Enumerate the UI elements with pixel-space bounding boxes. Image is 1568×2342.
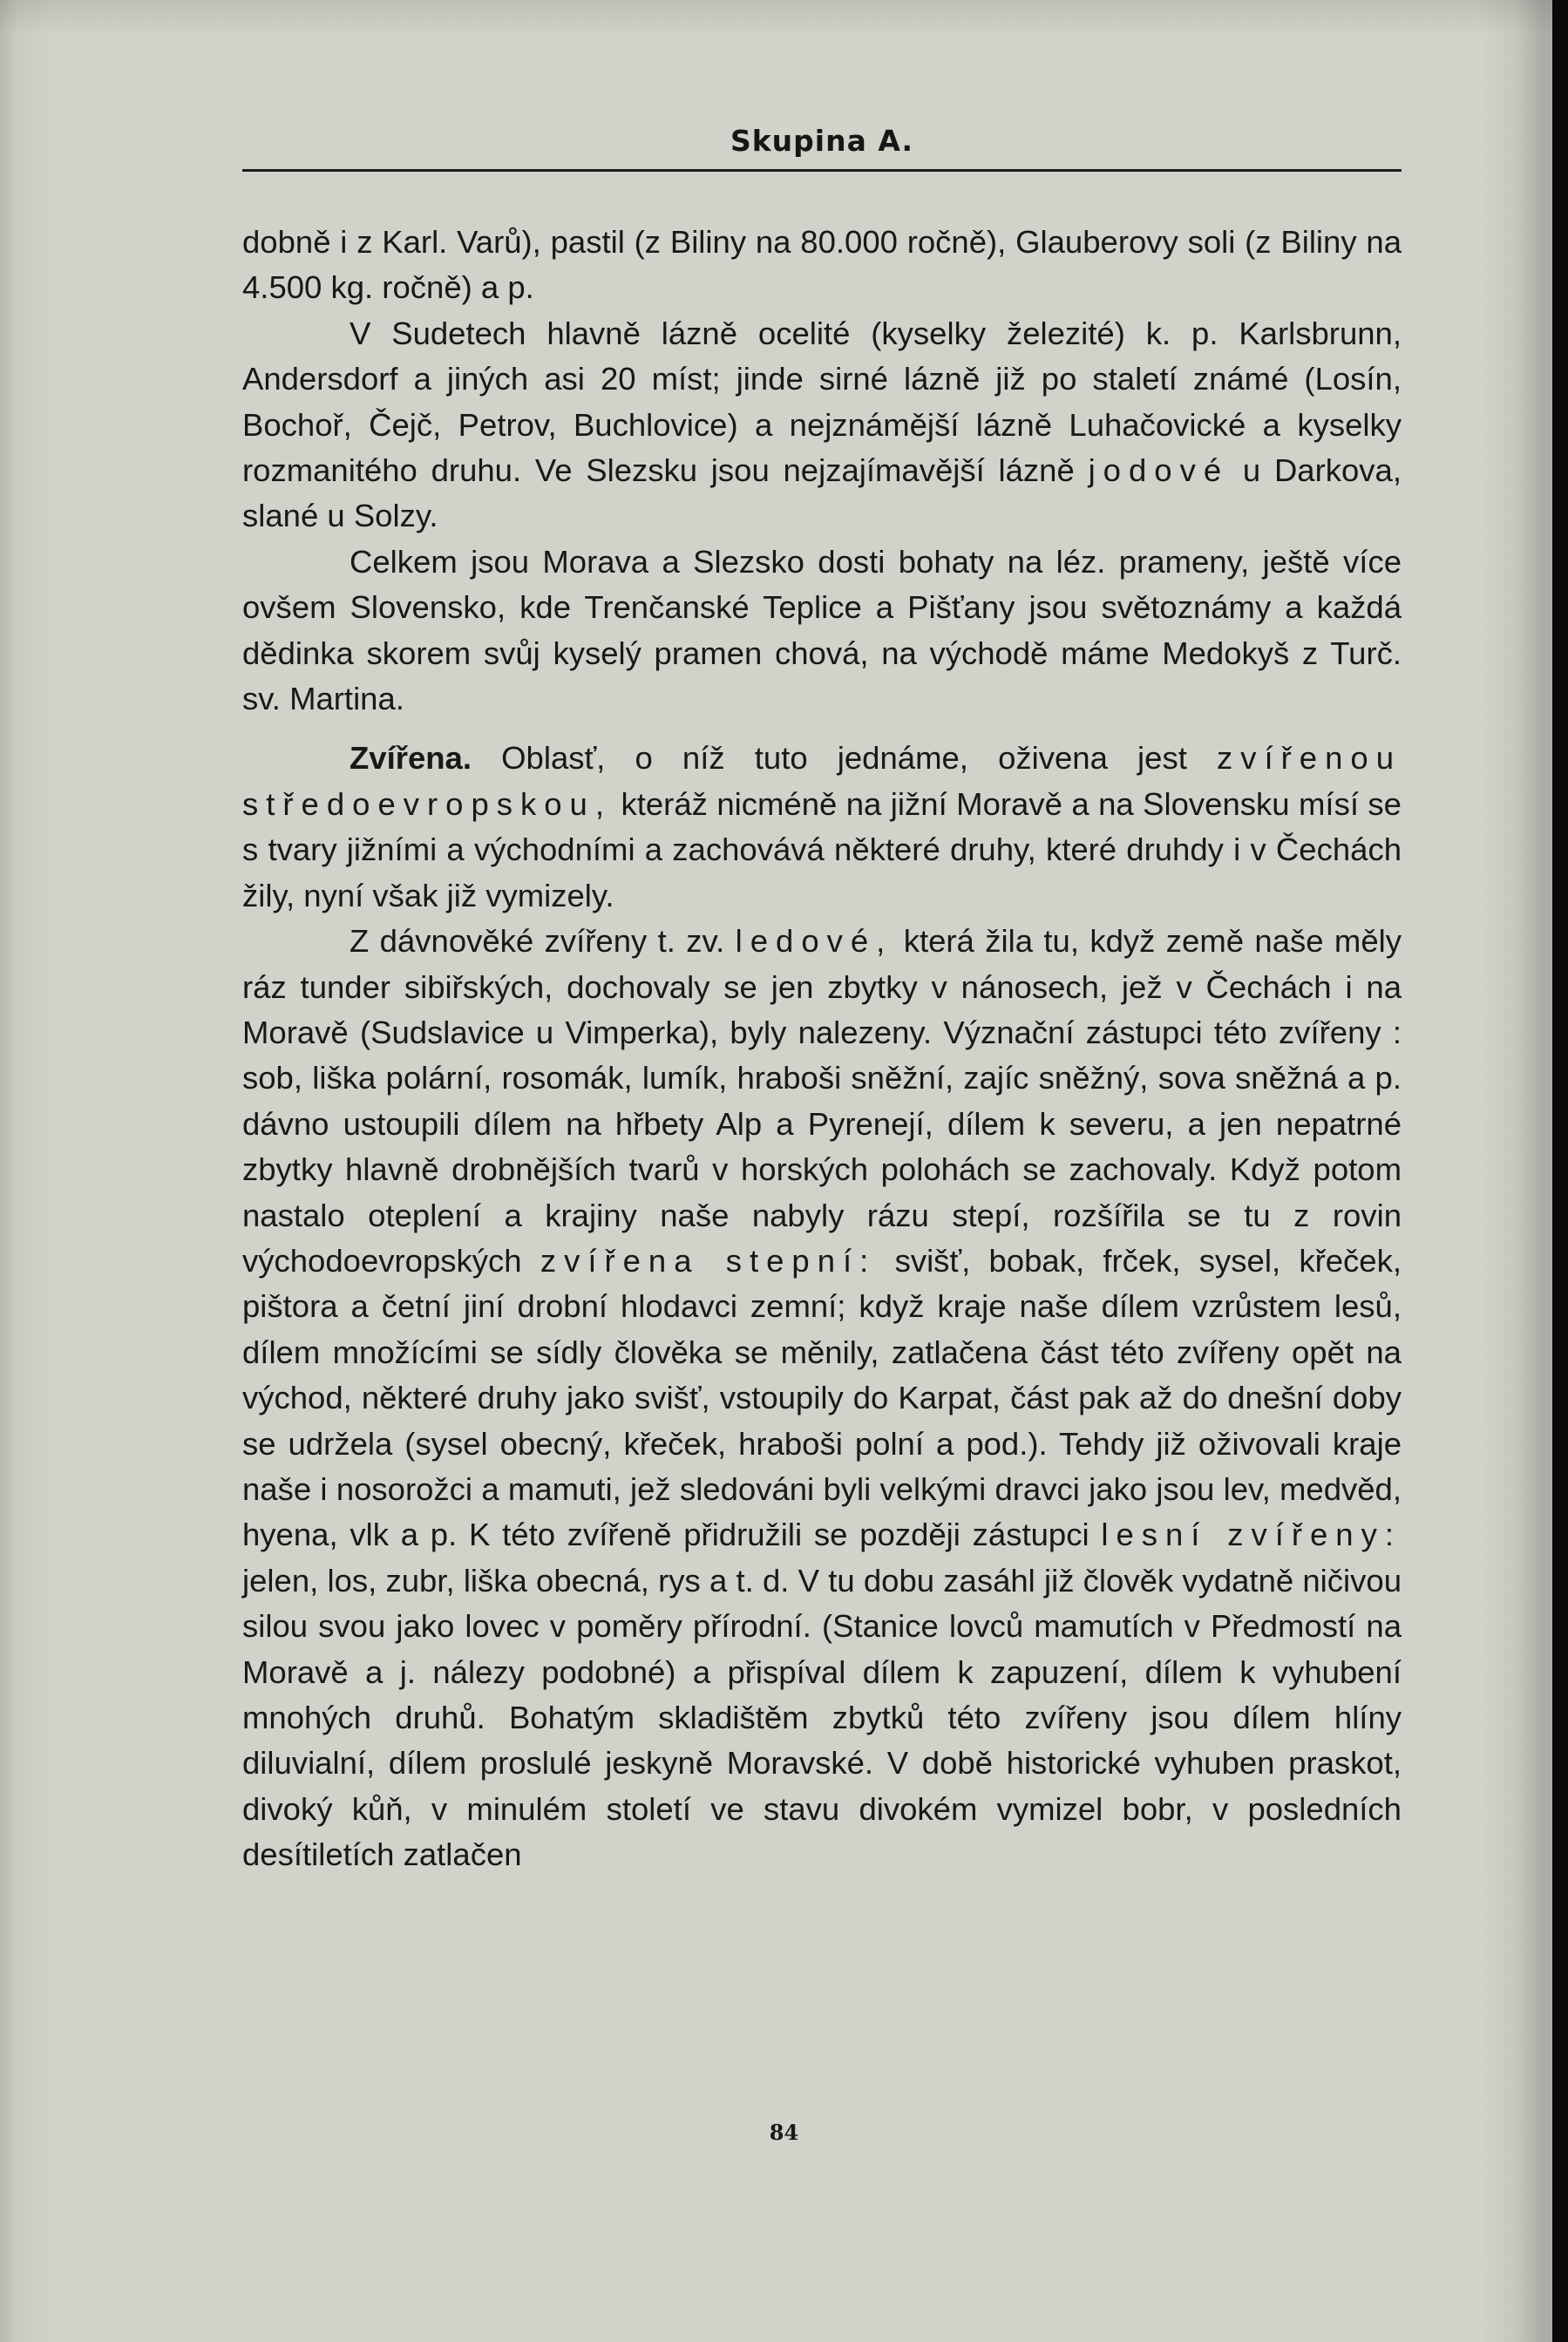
paragraph-fauna [242,736,1402,919]
running-head [242,98,1402,166]
section-heading-fauna: Zvířena. [350,740,472,777]
paragraph-text: která žila tu, když země naše měly ráz tunder sibiřských, dochovaly se jen zbytky v nánosech, jež v Čechách i na Moravě (Sudslavice u Vimperka), byly nalezeny. Význační zástupci této zvířeny : sob, liška polární, rosomák, lumík, hraboši sněžní, zajíc sněžný, sova sněžná a p. dávno ustoupili dílem na hřbety Alp a Pyrenejí, dílem k severu, a jen nepatrné zbytky hlavně drobnějších tvarů v horských polohách se zachovaly. Když potom nastalo oteplení a krajiny naše nabyly rázu stepí, rozšířila se tu z rovin východoevropských [242,923,1402,1279]
spaced-term: zvířenou středoevropskou, [242,740,1402,822]
paragraph-text: svišť, bobak, frček, sysel, křeček, pištora a četní jiní drobní hlodavci zemní; když kraje naše dílem vzrůstem lesů, dílem množícími se sídly člověka se měnily, zatlačena část této zvířeny opět na východ, některé druhy jako svišť, vstoupily do Karpat, část pak až do dnešní doby se udržela (sysel obecný, křeček, hraboši polní a pod.). Tehdy již oživovali kraje naše i nosorožci a mamuti, jež sledováni byli velkými dravci jako jsou lev, medvěd, hyena, vlk a p. K této zvířeně přidružili se později zástupci [242,1242,1402,1553]
page-number: 84 [769,2120,799,2145]
spaced-term: zvířena stepní: [540,1242,877,1279]
paragraph-text: Z dávnověké zvířeny t. zv. [350,923,725,960]
paragraph-text: V Sudetech hlavně lázně ocelité (kyselky železité) k. p. Karlsbrunn, Andersdorf a jiných asi 20 míst; jinde sirné lázně již po staletí známé (Losín, Bochoř, Čejč, Petrov, Buchlovice) a nejznámější lázně Luhačovické a kyselky rozmanitého druhu. Ve Slezsku jsou nejzajímavější lázně [242,315,1402,489]
header-rule [242,169,1402,172]
paragraph-text: u Darkova, slané u Solzy. [242,452,1402,534]
body-text [242,220,1402,1878]
paragraph-springs-summary [242,540,1402,723]
paragraph-ice-age-fauna [242,919,1402,1878]
paragraph-sudeten-spas [242,311,1402,540]
paragraph-text: kteráž nicméně na jižní Moravě a na Slovensku mísí se s tvary jižními a východními a zachovává některé druhy, které druhdy i v Čechách žily, nyní však již vymizely. [242,785,1402,913]
paragraph-mineral-exports [242,220,1402,311]
paragraph-text: dobně i z Karl. Varů), pastil (z Biliny na 80.000 ročně), Glauberovy soli (z Biliny na 4.500 kg. ročně) a p. [242,224,1402,306]
running-title: Skupina A. [730,124,914,158]
paragraph-text: Oblasť, o níž tuto jednáme, oživena jest [501,740,1187,777]
spaced-term: ledové, [735,923,893,960]
spaced-term: lesní zvířeny: [1101,1517,1402,1553]
paragraph-text: Celkem jsou Morava a Slezsko dosti bohaty na léz. prameny, ještě více ovšem Slovensko, kde Trenčanské Teplice a Pišťany jsou světoznámy a každá dědinka skorem svůj kyselý pramen chová, na východě máme Medokyš z Turč. sv. Martina. [242,543,1402,717]
paragraph-text: jelen, los, zubr, liška obecná, rys a t. d. V tu dobu zasáhl již člověk vydatně ničivou silou svou jako lovec v poměry přírodní. (Stanice lovců mamutích v Předmostí na Moravě a j. nálezy podobné) a přispíval dílem k zapuzení, dílem k vyhubení mnohých druhů. Bohatým skladištěm zbytků této zvířeny jsou dílem hlíny diluvialní, dílem proslulé jeskyně Moravské. V době historické vyhuben praskot, divoký kůň, v minulém století ve stavu divokém vymizel bobr, v posledních desítiletích zatlačen [242,1562,1402,1873]
spaced-term: jodové [1088,452,1230,489]
